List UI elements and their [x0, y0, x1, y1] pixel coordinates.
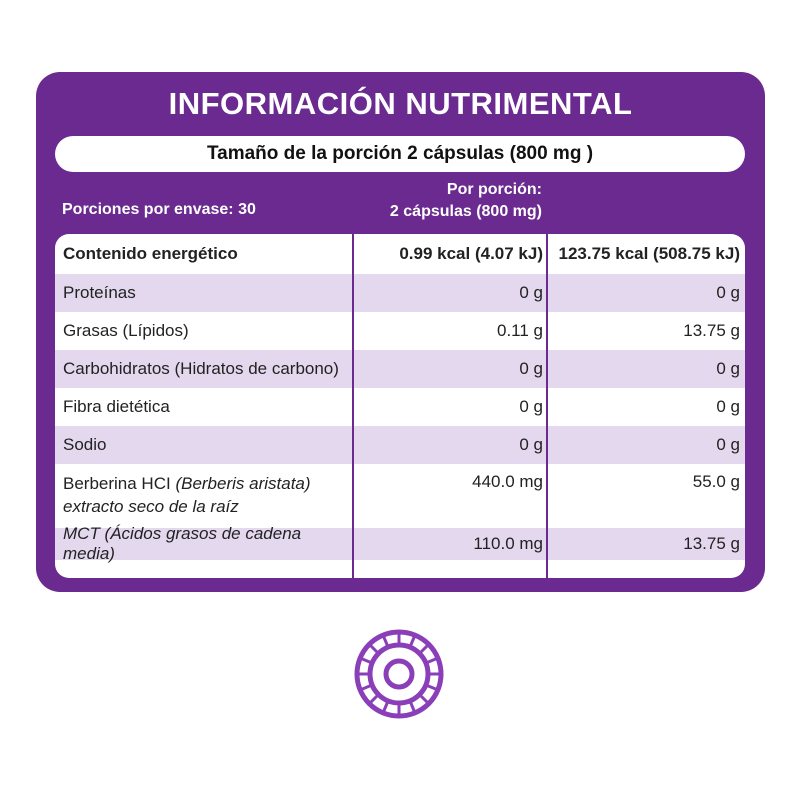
row-per-portion: 0.99 kcal (4.07 kJ)	[399, 244, 543, 263]
row-label: Proteínas	[63, 283, 136, 302]
nutrition-table	[55, 234, 745, 578]
row-per-container: 13.75 g	[683, 534, 740, 553]
column-divider	[352, 234, 354, 578]
column-divider	[546, 234, 548, 578]
per-portion-line1: Por porción:	[446, 181, 542, 198]
table-row-carbs	[55, 350, 745, 388]
row-per-container: 0 g	[716, 359, 740, 378]
row-per-container: 13.75 g	[683, 321, 740, 340]
row-per-portion: 110.0 mg	[473, 534, 543, 553]
table-row-fat	[55, 312, 745, 350]
row-per-portion: 0 g	[519, 283, 543, 302]
row-per-container: 0 g	[716, 435, 740, 454]
per-portion-line2: 2 cápsulas (800 mg)	[389, 203, 542, 220]
row-per-container: 55.0 g	[692, 472, 740, 491]
table-row-fiber	[55, 388, 745, 426]
row-per-container: 0 g	[716, 397, 740, 416]
nutrition-title: INFORMACIÓN NUTRIMENTAL	[168, 86, 633, 121]
portions-per-container: Porciones por envase: 30	[62, 201, 256, 218]
row-label: Carbohidratos (Hidratos de carbono)	[63, 359, 339, 378]
row-per-container: 0 g	[716, 283, 740, 302]
table-row-mct	[55, 524, 745, 563]
table-row-berberine	[55, 464, 745, 528]
row-per-portion: 0 g	[519, 359, 543, 378]
row-per-container: 123.75 kcal (508.75 kJ)	[558, 244, 740, 263]
row-label: Grasas (Lípidos)	[63, 321, 189, 340]
concentric-rings-logo-icon	[353, 628, 445, 720]
row-per-portion: 0.11 g	[496, 321, 543, 340]
row-label: Fibra dietética	[63, 397, 170, 416]
table-row-protein	[55, 274, 745, 312]
serving-size-bar: Tamaño de la porción 2 cápsulas (800 mg )	[55, 136, 745, 172]
row-label-extract: extracto seco de la raíz	[63, 497, 239, 516]
row-label-main: Berberina HCI	[63, 474, 176, 493]
row-label-botanical: (Berberis aristata)	[175, 474, 311, 493]
row-per-portion: 0 g	[519, 397, 543, 416]
row-per-portion: 0 g	[519, 435, 543, 454]
table-row-sodium	[55, 426, 745, 464]
row-label: MCT (Ácidos grasos de cadena media)	[63, 524, 302, 563]
table-row-energy	[55, 234, 745, 274]
per-portion-header	[342, 179, 542, 223]
row-per-portion: 440.0 mg	[472, 472, 543, 491]
row-label: Contenido energético	[63, 244, 238, 263]
nutrition-facts-panel	[36, 72, 765, 592]
row-label: Sodio	[63, 435, 107, 454]
